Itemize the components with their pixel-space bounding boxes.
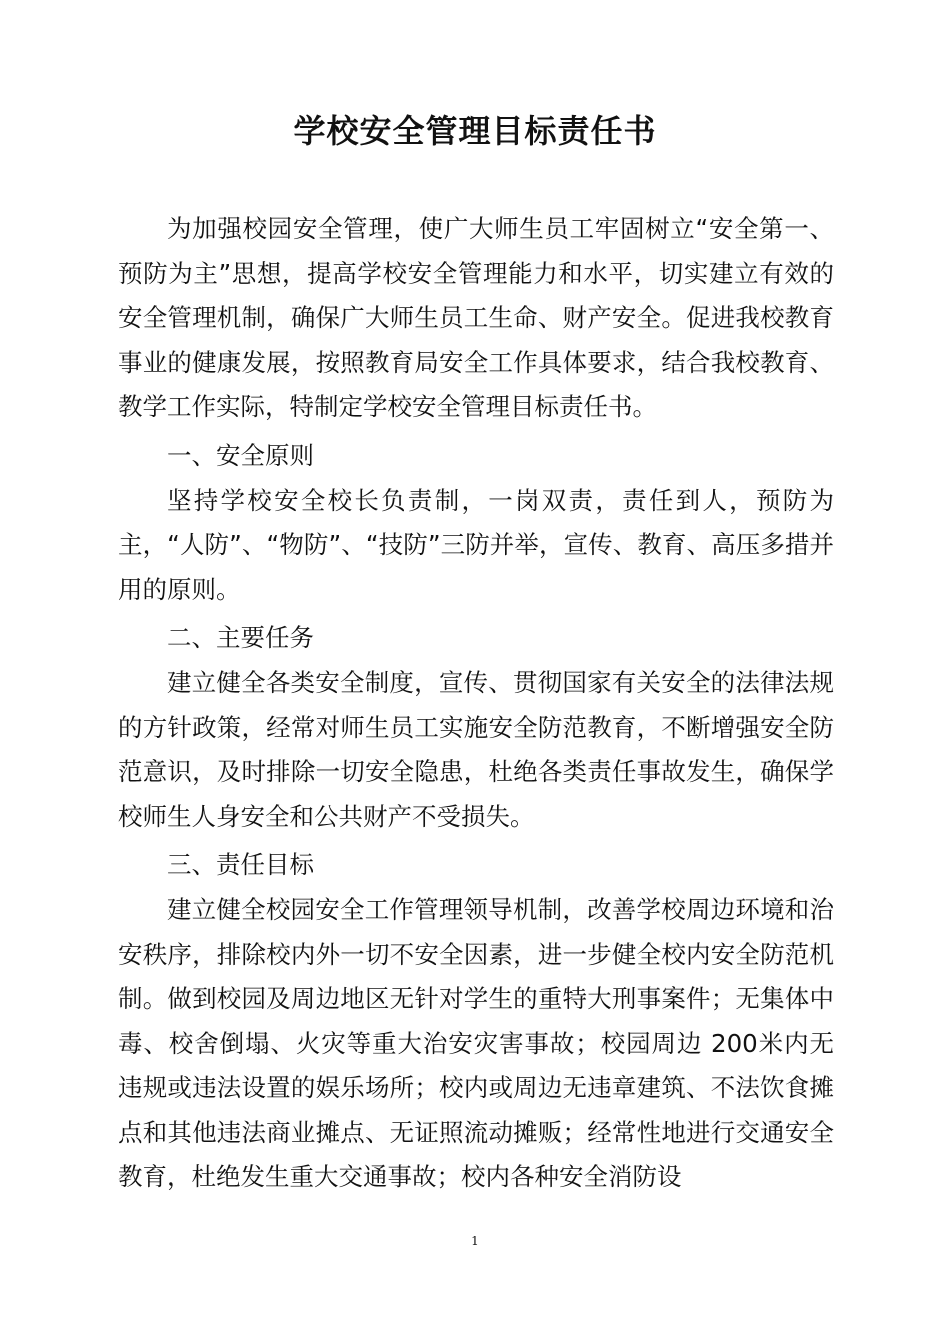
section-text-tasks: 建立健全各类安全制度，宣传、贯彻国家有关安全的法律法规的方针政策，经常对师生员工实施安全防范教育，不断增强安全防范意识，及时排除一切安全隐患，杜绝各类责任事故发生，确保学校师生人身安全和公共财产不受损失。 xyxy=(118,667,834,831)
section-heading-tasks: 二、主要任务 xyxy=(167,623,314,653)
section-text-principles: 坚持学校安全校长负责制，一岗双责，责任到人，预防为主，“人防”、“物防”、“技防”三防并举，宣传、教育、高压多措并用的原则。 xyxy=(118,485,834,604)
section-heading-principles: 一、安全原则 xyxy=(167,440,314,470)
document-title: 学校安全管理目标责任书 xyxy=(293,112,657,150)
document-body xyxy=(118,207,834,1200)
page-number: 1 xyxy=(471,1234,479,1248)
section-heading-goals: 三、责任目标 xyxy=(167,850,314,880)
section-text-goals: 建立健全校园安全工作管理领导机制，改善学校周边环境和治安秩序，排除校内外一切不安全因素，进一步健全校内安全防范机制。做到校园及周边地区无针对学生的重特大刑事案件；无集体中毒、校舍倒塌、火灾等重大治安灾害事故；校园周边 200米内无违规或违法设置的娱乐场所；校内或周边无违章建筑、不法饮食摊点和其他违法商业摊点、无证照流动摊贩；经常性地进行交通安全教育，杜绝发生重大交通事故；校内各种安全消防设 xyxy=(118,894,834,1192)
intro-paragraph: 为加强校园安全管理，使广大师生员工牢固树立“安全第一、预防为主”思想，提高学校安全管理能力和水平，切实建立有效的安全管理机制，确保广大师生员工生命、财产安全。促进我校教育事业的健康发展，按照教育局安全工作具体要求，结合我校教育、教学工作实际，特制定学校安全管理目标责任书。 xyxy=(118,214,834,422)
